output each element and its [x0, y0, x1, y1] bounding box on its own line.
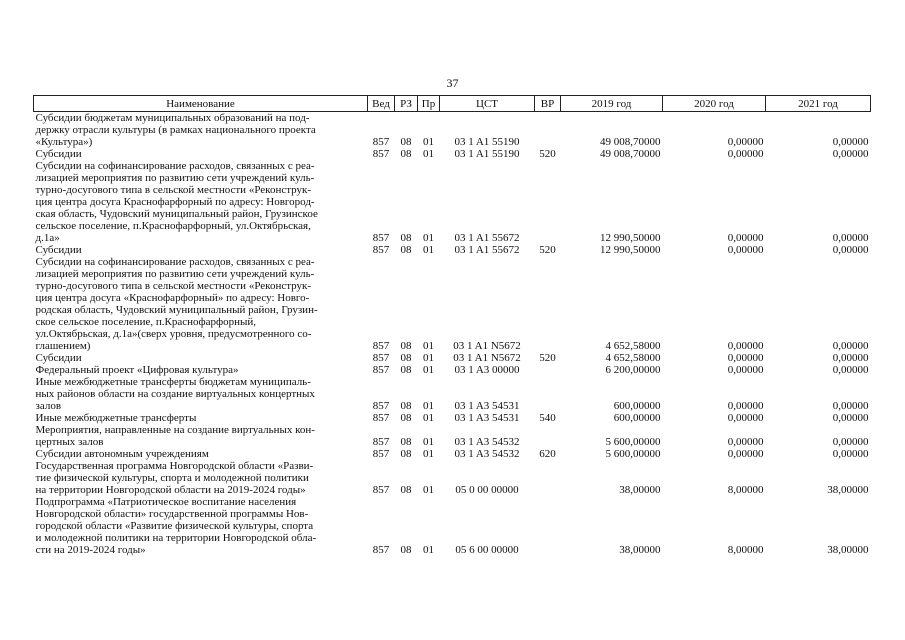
- table-row: [34, 376, 871, 412]
- column-header-pr: Пр: [418, 96, 440, 112]
- cell-pr: 01: [423, 340, 434, 352]
- row-name: [34, 244, 368, 256]
- cell-value-2019: 5 600,00000: [605, 436, 661, 448]
- cell-value-2021: 0,00000: [832, 412, 869, 424]
- cell-pr: 01: [423, 352, 434, 364]
- cell-ved: 857: [372, 412, 390, 424]
- cell-vr: [535, 424, 561, 448]
- cell-vr: [535, 256, 561, 352]
- cell-value-2021: 0,00000: [832, 448, 869, 460]
- cell-value-2020: 0,00000: [727, 448, 764, 460]
- cell-vr: [535, 112, 561, 149]
- cell-value-2019: 12 990,50000: [600, 244, 661, 256]
- row-name-line: Мероприятия, направленные на создание виртуальных кон-: [35, 424, 315, 436]
- budget-table: [33, 95, 871, 556]
- table-row: [34, 244, 871, 256]
- table-row: [34, 424, 871, 448]
- cell-cst: 03 1 A3 54532: [454, 436, 520, 448]
- table-body: [34, 112, 871, 557]
- row-name-line: тие физической культуры, спорта и молодежной политики: [35, 472, 309, 484]
- cell-rz: 08: [400, 544, 412, 556]
- row-name: [34, 112, 368, 149]
- row-name-line: ское сельское поселение, п.Краснофарфорный,: [35, 316, 257, 328]
- table-row: [34, 160, 871, 244]
- row-name-line: турно-досугового типа в сельской местности «Реконструк-: [35, 280, 312, 292]
- cell-cst: 03 1 A3 54531: [454, 400, 520, 412]
- row-name-line: ская область, Чудовский муниципальный район, Грузинское: [35, 208, 318, 220]
- column-header-2020: 2020 год: [663, 96, 766, 112]
- cell-vr: 520: [539, 244, 556, 256]
- cell-pr: 01: [423, 544, 434, 556]
- row-name-line: Субсидии на софинансирование расходов, связанных с реа-: [35, 160, 315, 172]
- cell-pr: 01: [423, 148, 434, 160]
- cell-pr: 01: [423, 364, 434, 376]
- cell-rz: 08: [400, 436, 412, 448]
- cell-vr: 520: [539, 352, 556, 364]
- row-name-line: Федеральный проект «Цифровая культура»: [35, 364, 239, 376]
- cell-rz: 08: [400, 352, 412, 364]
- row-name-line: ция центра досуга «Краснофарфорный» по адресу: Новго-: [35, 292, 310, 304]
- row-name-line: сельское поселение, п.Краснофарфорный, ул.Октябрьская,: [35, 220, 311, 232]
- table-row: [34, 460, 871, 496]
- table-row: [34, 496, 871, 556]
- column-header-cst: ЦСТ: [440, 96, 535, 112]
- cell-rz: 08: [400, 484, 412, 496]
- row-name-line: Субсидии: [35, 244, 82, 256]
- cell-ved: 857: [372, 148, 390, 160]
- cell-value-2020: 0,00000: [727, 232, 764, 244]
- row-name-line: городской области «Развитие физической культуры, спорта: [35, 520, 314, 532]
- cell-value-2020: 0,00000: [727, 340, 764, 352]
- row-name: [34, 496, 368, 556]
- cell-pr: 01: [423, 436, 434, 448]
- cell-cst: 03 1 A1 55672: [454, 244, 520, 256]
- cell-value-2020: 0,00000: [727, 412, 764, 424]
- cell-value-2019: 12 990,50000: [600, 232, 661, 244]
- row-name: [34, 256, 368, 352]
- row-name-line: Субсидии на софинансирование расходов, связанных с реа-: [35, 256, 315, 268]
- cell-ved: 857: [372, 544, 390, 556]
- cell-value-2021: 0,00000: [832, 364, 869, 376]
- table-row: [34, 112, 871, 149]
- row-name-line: «Культура»): [35, 136, 93, 148]
- column-header-name: Наименование: [34, 96, 368, 112]
- row-name-line: д.1а»: [35, 232, 60, 244]
- cell-value-2021: 38,00000: [827, 484, 869, 496]
- cell-pr: 01: [423, 244, 434, 256]
- cell-value-2020: 0,00000: [727, 148, 764, 160]
- cell-value-2019: 6 200,00000: [605, 364, 661, 376]
- cell-ved: 857: [372, 232, 390, 244]
- row-name-line: сти на 2019-2024 годы»: [35, 544, 146, 556]
- column-header-2019: 2019 год: [561, 96, 663, 112]
- row-name: [34, 148, 368, 160]
- row-name-line: турно-досугового типа в сельской местности «Реконструк-: [35, 184, 312, 196]
- cell-value-2019: 600,00000: [613, 400, 661, 412]
- cell-value-2020: 0,00000: [727, 136, 764, 148]
- cell-rz: 08: [400, 244, 412, 256]
- cell-value-2019: 5 600,00000: [605, 448, 661, 460]
- cell-value-2021: 0,00000: [832, 136, 869, 148]
- row-name-line: Субсидии: [35, 148, 82, 160]
- row-name-line: лизацией мероприятия по развитию сети учреждений куль-: [35, 172, 315, 184]
- row-name: [34, 424, 368, 448]
- page-number: 37: [446, 76, 459, 90]
- cell-vr: [535, 376, 561, 412]
- cell-cst: 03 1 A1 55190: [454, 136, 520, 148]
- cell-cst: 03 1 A3 54531: [454, 412, 520, 424]
- column-header-ved: Вед: [368, 96, 395, 112]
- row-name-line: ул.Октябрьская, д.1а»(сверх уровня, предусмотренного со-: [35, 328, 312, 340]
- table-row: [34, 448, 871, 460]
- cell-value-2021: 0,00000: [832, 232, 869, 244]
- row-name-line: ных районов области на создание виртуальных концертных: [35, 388, 315, 400]
- cell-value-2019: 38,00000: [619, 544, 661, 556]
- cell-value-2021: 0,00000: [832, 244, 869, 256]
- cell-value-2020: 8,00000: [727, 484, 764, 496]
- row-name: [34, 376, 368, 412]
- cell-value-2020: 0,00000: [727, 436, 764, 448]
- cell-rz: 08: [400, 136, 412, 148]
- cell-ved: 857: [372, 340, 390, 352]
- cell-ved: 857: [372, 364, 390, 376]
- cell-value-2021: 0,00000: [832, 400, 869, 412]
- cell-rz: 08: [400, 400, 412, 412]
- cell-value-2020: 0,00000: [727, 244, 764, 256]
- row-name-line: Государственная программа Новгородской области «Разви-: [35, 460, 314, 472]
- cell-ved: 857: [372, 400, 390, 412]
- cell-value-2021: 0,00000: [832, 352, 869, 364]
- cell-rz: 08: [400, 232, 412, 244]
- cell-cst: 05 6 00 00000: [455, 544, 519, 556]
- cell-cst: 05 0 00 00000: [455, 484, 519, 496]
- cell-pr: 01: [423, 232, 434, 244]
- cell-vr: 520: [539, 148, 556, 160]
- table-row: [34, 364, 871, 376]
- cell-rz: 08: [400, 448, 412, 460]
- cell-value-2019: 4 652,58000: [605, 352, 661, 364]
- table-row: [34, 412, 871, 424]
- cell-value-2019: 49 008,70000: [600, 136, 661, 148]
- cell-pr: 01: [423, 412, 434, 424]
- cell-value-2021: 0,00000: [832, 436, 869, 448]
- row-name-line: ция центра досуга Краснофарфорный по адресу: Новгород-: [35, 196, 315, 208]
- row-name-line: Иные межбюджетные трансферты бюджетам муниципаль-: [35, 376, 311, 388]
- table-row: [34, 148, 871, 160]
- cell-pr: 01: [423, 136, 434, 148]
- row-name-line: родская область, Чудовский муниципальный район, Грузин-: [35, 304, 318, 316]
- cell-cst: 03 1 A1 N5672: [453, 340, 521, 352]
- row-name-line: лизацией мероприятия по развитию сети учреждений куль-: [35, 268, 315, 280]
- cell-cst: 03 1 A1 55672: [454, 232, 520, 244]
- cell-value-2020: 8,00000: [727, 544, 764, 556]
- cell-pr: 01: [423, 400, 434, 412]
- cell-cst: 03 1 A1 55190: [454, 148, 520, 160]
- row-name-line: Иные межбюджетные трансферты: [35, 412, 197, 424]
- row-name-line: Субсидии автономным учреждениям: [35, 448, 209, 460]
- row-name-line: Новгородской области» государственной программы Нов-: [35, 508, 309, 520]
- cell-value-2019: 4 652,58000: [605, 340, 661, 352]
- cell-rz: 08: [400, 412, 412, 424]
- cell-rz: 08: [400, 364, 412, 376]
- cell-ved: 857: [372, 136, 390, 148]
- column-header-2021: 2021 год: [766, 96, 871, 112]
- cell-ved: 857: [372, 244, 390, 256]
- cell-vr: [535, 460, 561, 496]
- cell-value-2021: 38,00000: [827, 544, 869, 556]
- row-name-line: Субсидии бюджетам муниципальных образований на под-: [35, 112, 310, 124]
- row-name: [34, 364, 368, 376]
- cell-value-2020: 0,00000: [727, 352, 764, 364]
- cell-ved: 857: [372, 436, 390, 448]
- row-name: [34, 412, 368, 424]
- row-name: [34, 160, 368, 244]
- row-name-line: держку отрасли культуры (в рамках национального проекта: [35, 124, 316, 136]
- row-name: [34, 352, 368, 364]
- row-name-line: Субсидии: [35, 352, 82, 364]
- row-name-line: цертных залов: [35, 436, 104, 448]
- row-name-line: Подпрограмма «Патриотическое воспитание населения: [35, 496, 297, 508]
- cell-ved: 857: [372, 352, 390, 364]
- table-row: [34, 256, 871, 352]
- cell-value-2019: 38,00000: [619, 484, 661, 496]
- cell-vr: [535, 364, 561, 376]
- cell-cst: 03 1 A3 00000: [454, 364, 520, 376]
- row-name: [34, 448, 368, 460]
- cell-vr: [535, 160, 561, 244]
- cell-pr: 01: [423, 484, 434, 496]
- cell-pr: 01: [423, 448, 434, 460]
- cell-value-2019: 600,00000: [613, 412, 661, 424]
- cell-rz: 08: [400, 148, 412, 160]
- table-header-row: [34, 96, 871, 112]
- cell-rz: 08: [400, 340, 412, 352]
- row-name: [34, 460, 368, 496]
- cell-vr: 620: [539, 448, 556, 460]
- column-header-rz: РЗ: [395, 96, 418, 112]
- row-name-line: залов: [35, 400, 62, 412]
- table-row: [34, 352, 871, 364]
- row-name-line: глашением): [35, 340, 91, 352]
- cell-value-2021: 0,00000: [832, 148, 869, 160]
- cell-value-2020: 0,00000: [727, 400, 764, 412]
- cell-vr: [535, 496, 561, 556]
- cell-cst: 03 1 A3 54532: [454, 448, 520, 460]
- cell-value-2019: 49 008,70000: [600, 148, 661, 160]
- cell-cst: 03 1 A1 N5672: [453, 352, 521, 364]
- cell-value-2021: 0,00000: [832, 340, 869, 352]
- cell-ved: 857: [372, 448, 390, 460]
- cell-vr: 540: [539, 412, 556, 424]
- row-name-line: на территории Новгородской области на 2019-2024 годы»: [35, 484, 306, 496]
- row-name-line: и молодежной политики на территории Новгородской обла-: [35, 532, 317, 544]
- column-header-vr: ВР: [535, 96, 561, 112]
- cell-ved: 857: [372, 484, 390, 496]
- cell-value-2020: 0,00000: [727, 364, 764, 376]
